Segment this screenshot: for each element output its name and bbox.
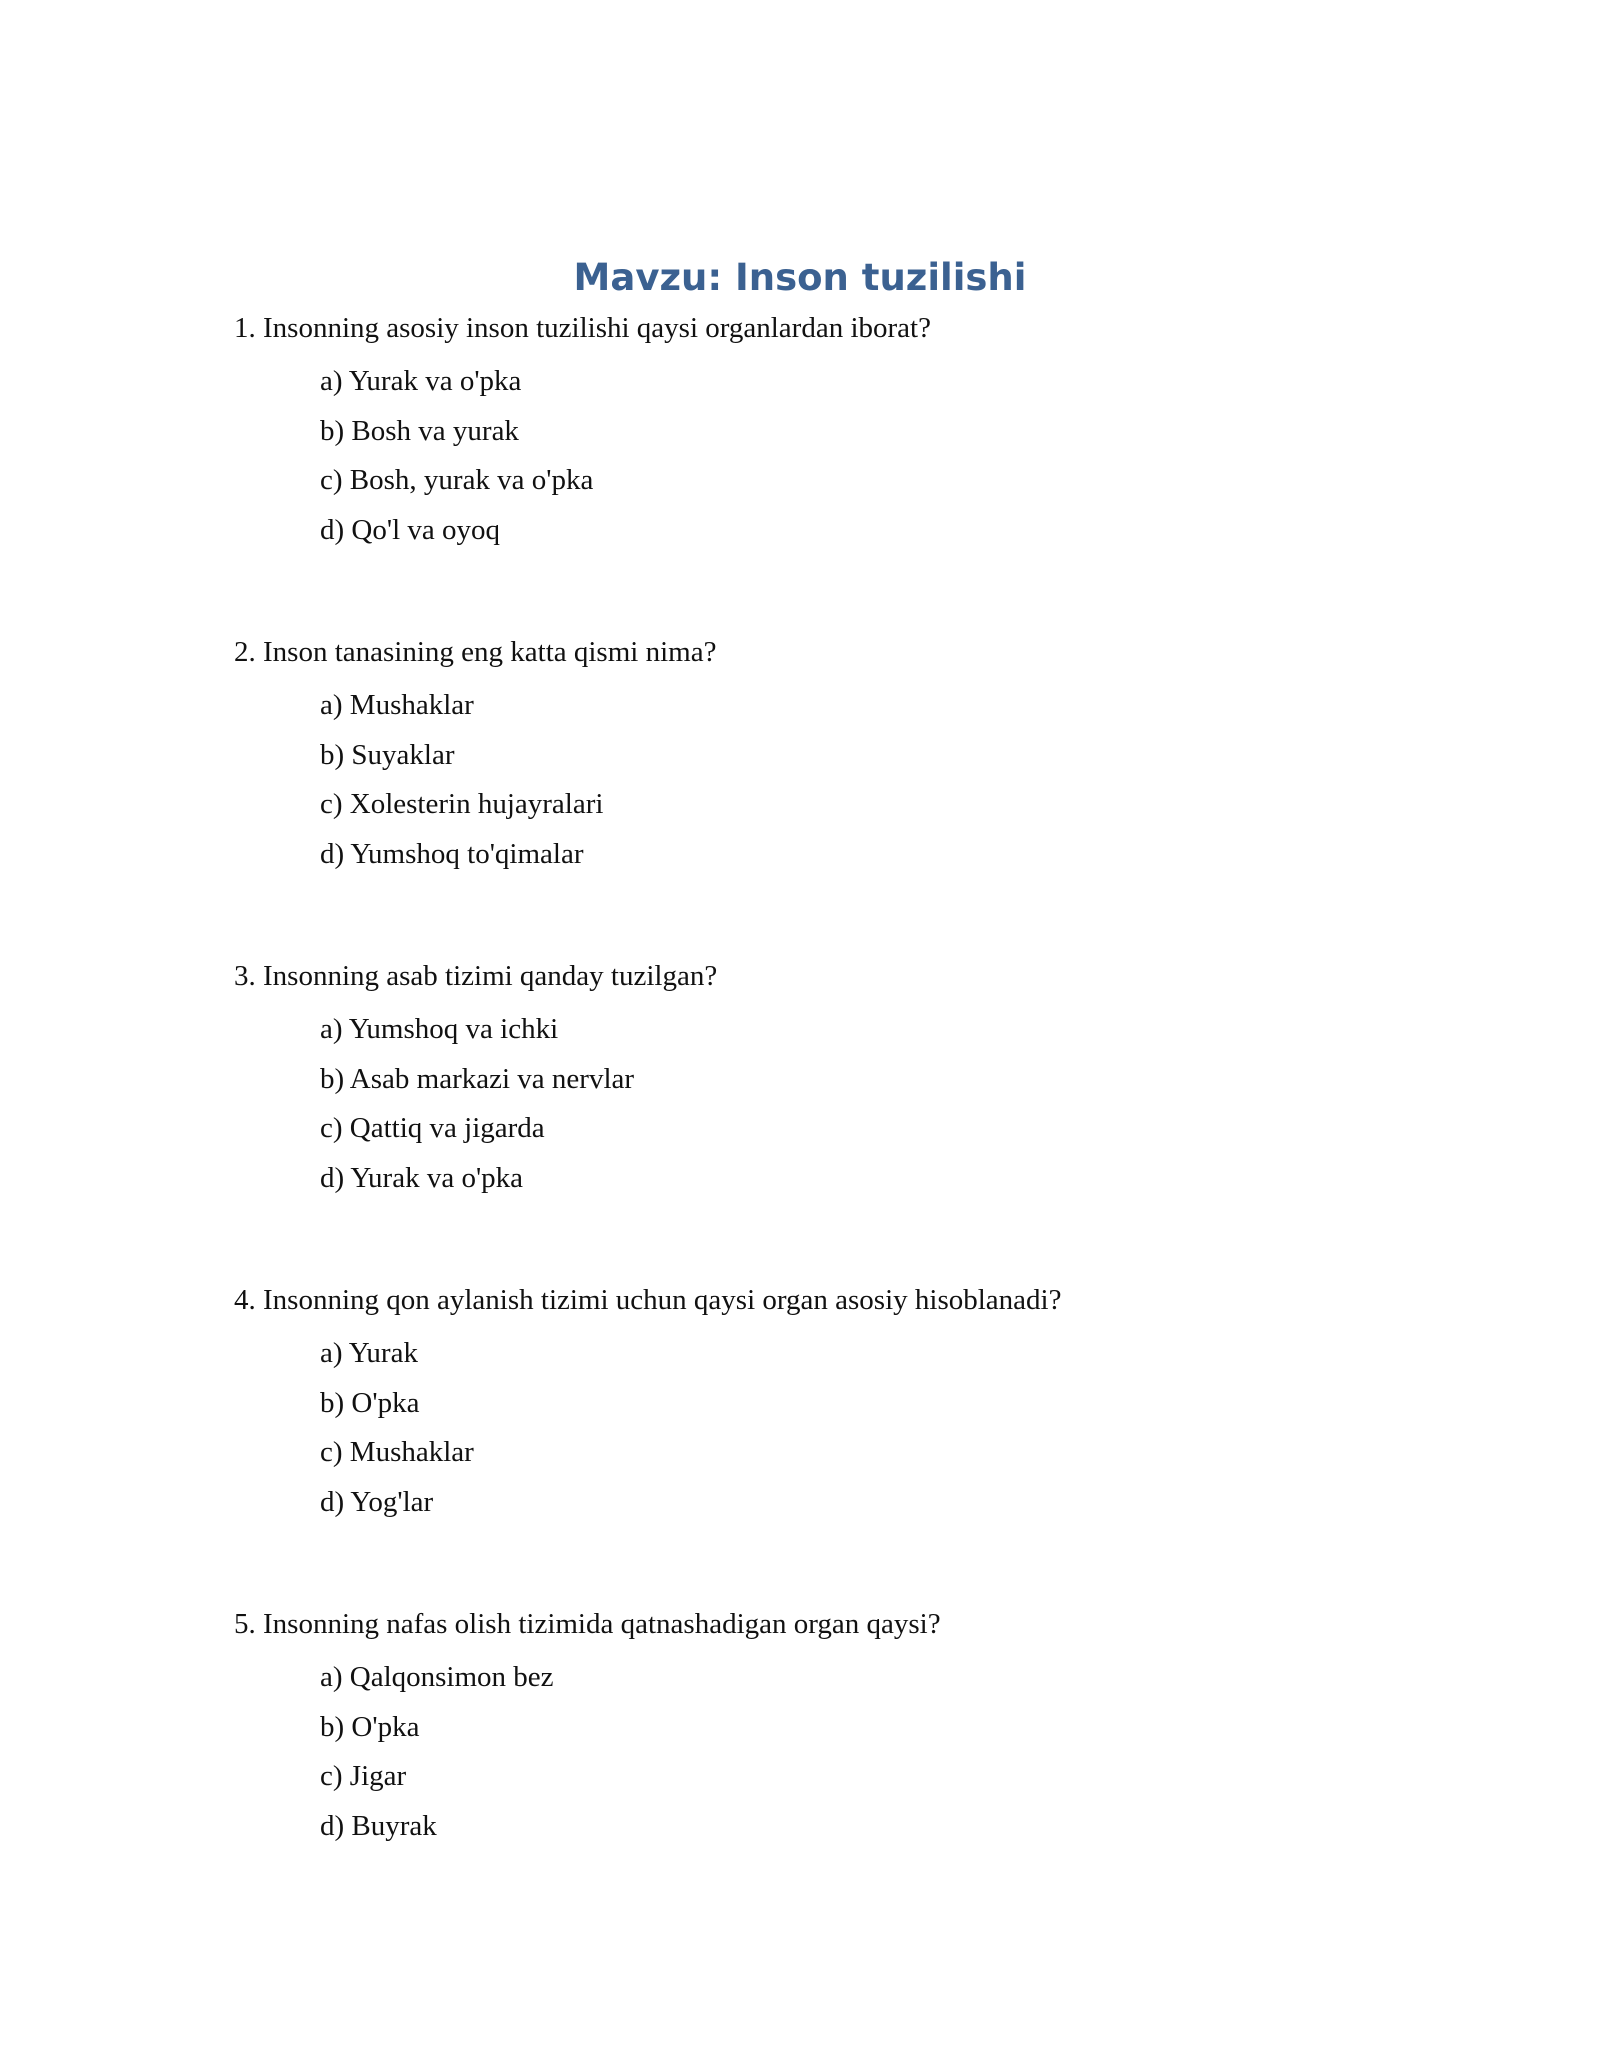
question-4 xyxy=(234,1272,1434,1527)
answer-option: c) Jigar xyxy=(320,1760,407,1792)
answer-option: c) Xolesterin hujayralari xyxy=(320,788,604,820)
question-3 xyxy=(234,948,1434,1203)
answer-option: d) Yog'lar xyxy=(320,1485,434,1518)
answer-option: a) Yumshoq va ichki xyxy=(320,1013,559,1045)
answer-option: d) Yurak va o'pka xyxy=(320,1161,524,1194)
answer-option: c) Bosh, yurak va o'pka xyxy=(320,464,594,496)
question-5 xyxy=(234,1596,1434,1851)
question-1 xyxy=(234,300,1434,555)
answer-option: a) Qalqonsimon bez xyxy=(320,1661,554,1693)
question-text: 2. Inson tanasining eng katta qismi nima? xyxy=(234,636,717,668)
answer-option: a) Mushaklar xyxy=(320,689,474,721)
answer-list xyxy=(234,1653,1434,1851)
question-text: 3. Insonning asab tizimi qanday tuzilgan? xyxy=(234,960,718,992)
answer-option: b) Bosh va yurak xyxy=(320,414,519,447)
question-text: 5. Insonning nafas olish tizimida qatnashadigan organ qaysi? xyxy=(234,1608,941,1640)
page-title: Mavzu: Inson tuzilishi xyxy=(573,256,1027,299)
answer-list xyxy=(234,1005,1434,1203)
answer-option: c) Mushaklar xyxy=(320,1436,474,1468)
question-2 xyxy=(234,624,1434,879)
answer-list xyxy=(234,1329,1434,1527)
answer-option: a) Yurak xyxy=(320,1337,418,1369)
answer-option: d) Yumshoq to'qimalar xyxy=(320,837,584,870)
answer-option: b) Asab markazi va nervlar xyxy=(320,1062,635,1095)
answer-option: a) Yurak va o'pka xyxy=(320,365,522,397)
question-text: 4. Insonning qon aylanish tizimi uchun qaysi organ asosiy hisoblanadi? xyxy=(234,1284,1062,1316)
answer-list xyxy=(234,357,1434,555)
answer-option: c) Qattiq va jigarda xyxy=(320,1112,545,1144)
answer-option: d) Buyrak xyxy=(320,1809,437,1842)
answer-option: b) O'pka xyxy=(320,1386,420,1419)
answer-option: b) Suyaklar xyxy=(320,738,455,771)
answer-option: d) Qo'l va oyoq xyxy=(320,513,501,546)
question-text: 1. Insonning asosiy inson tuzilishi qaysi organlardan iborat? xyxy=(234,312,931,344)
answer-option: b) O'pka xyxy=(320,1710,420,1743)
question-list xyxy=(234,300,1434,1920)
answer-list xyxy=(234,681,1434,879)
